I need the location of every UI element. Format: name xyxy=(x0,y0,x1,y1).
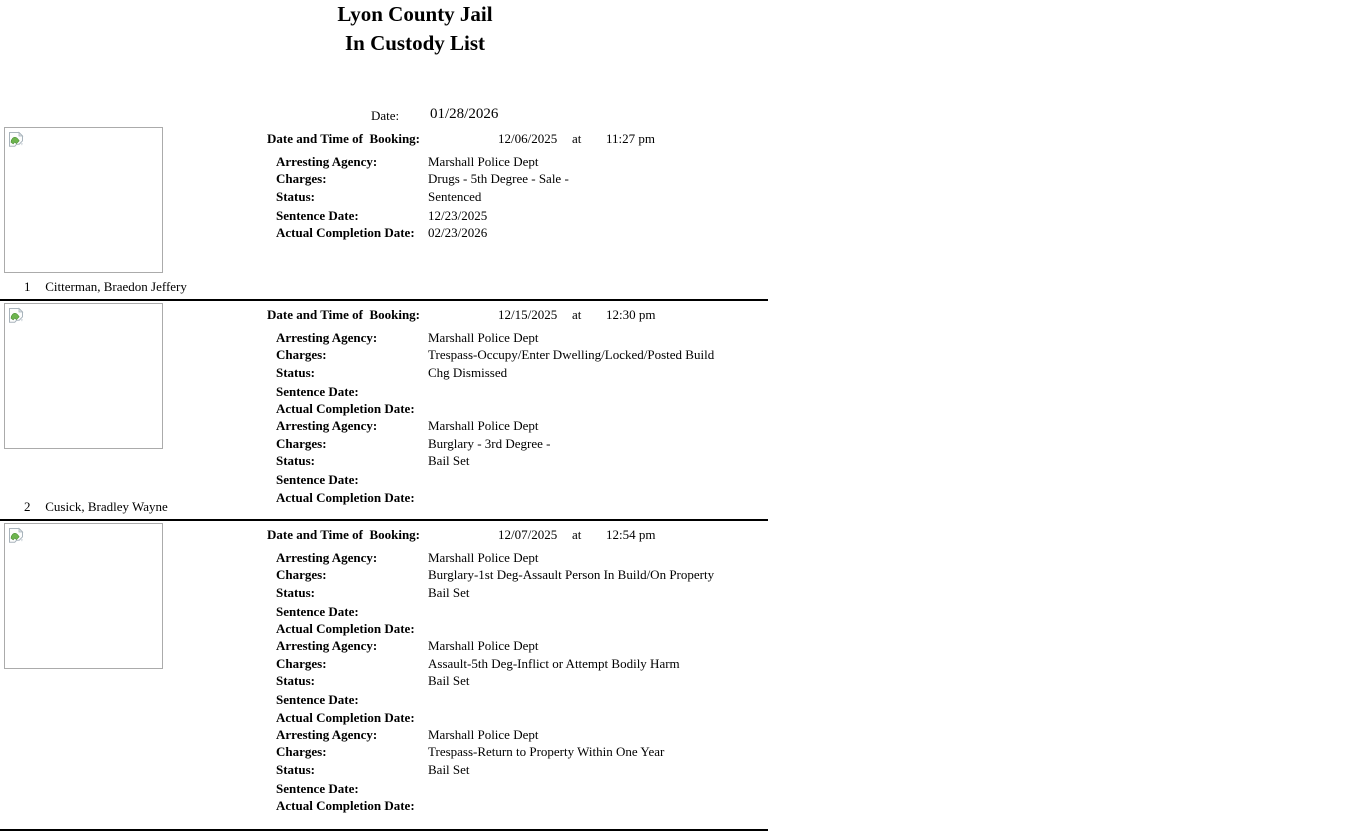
status-label: Status: xyxy=(276,584,316,600)
booking-date-value: 12/06/2025 xyxy=(498,131,558,146)
arresting-agency-value: Marshall Police Dept xyxy=(428,549,539,565)
records-list xyxy=(0,125,768,831)
arresting-agency-value: Marshall Police Dept xyxy=(428,153,539,169)
inmate-name-row xyxy=(0,498,168,515)
sentence-date-row xyxy=(267,207,768,224)
sentence-date-row xyxy=(267,383,768,400)
charges-value: Drugs - 5th Degree - Sale - xyxy=(428,171,569,187)
charge-group xyxy=(267,726,768,814)
inmate-name-row xyxy=(0,808,42,825)
arresting-agency-row xyxy=(267,726,768,743)
booking-time-value: 12:30 pm xyxy=(606,307,656,322)
booking-row xyxy=(267,306,768,323)
sentence-date-row xyxy=(267,691,768,708)
inmate-photo-placeholder xyxy=(4,303,163,449)
broken-image-icon xyxy=(8,131,25,148)
charges-value: Trespass-Return to Property Within One Year xyxy=(428,744,665,760)
arresting-agency-value: Marshall Police Dept xyxy=(428,638,539,654)
arresting-agency-label: Arresting Agency: xyxy=(276,329,378,345)
charges-label: Charges: xyxy=(276,567,327,583)
actual-completion-date-row xyxy=(267,709,768,726)
sentence-date-label: Sentence Date: xyxy=(276,780,359,796)
sentence-date-value xyxy=(428,780,768,797)
actual-completion-date-label: Actual Completion Date: xyxy=(276,489,415,505)
charge-group xyxy=(267,153,768,241)
inmate-record xyxy=(0,301,768,521)
status-label: Status: xyxy=(276,188,316,204)
arresting-agency-label: Arresting Agency: xyxy=(276,153,378,169)
booking-row xyxy=(267,130,768,147)
charge-groups xyxy=(267,549,768,814)
charges-row xyxy=(267,435,768,452)
inmate-number: 2 xyxy=(24,499,31,514)
sentence-date-label: Sentence Date: xyxy=(276,692,359,708)
sentence-date-value xyxy=(428,471,768,488)
date-value: 01/28/2026 xyxy=(430,106,499,122)
actual-completion-date-value xyxy=(428,489,768,506)
booking-label: Date and Time of Booking: xyxy=(267,307,421,322)
booking-row xyxy=(267,526,768,543)
actual-completion-date-row xyxy=(267,620,768,637)
booking-details xyxy=(267,521,768,814)
booking-at-label: at xyxy=(572,527,582,542)
booking-label: Date and Time of Booking: xyxy=(267,131,421,146)
status-label: Status: xyxy=(276,453,316,469)
charges-label: Charges: xyxy=(276,347,327,363)
booking-time-value: 12:54 pm xyxy=(606,527,656,542)
booking-date-value: 12/15/2025 xyxy=(498,307,558,322)
inmate-name-row xyxy=(0,278,187,295)
sentence-date-row xyxy=(267,603,768,620)
inmate-record xyxy=(0,521,768,831)
charges-value: Trespass-Occupy/Enter Dwelling/Locked/Posted Build xyxy=(428,347,715,363)
charges-row xyxy=(267,170,768,187)
charges-row xyxy=(267,743,768,760)
inmate-number: 1 xyxy=(24,279,31,294)
actual-completion-date-row xyxy=(267,797,768,814)
arresting-agency-label: Arresting Agency: xyxy=(276,726,378,742)
actual-completion-date-value xyxy=(428,620,768,637)
arresting-agency-label: Arresting Agency: xyxy=(276,638,378,654)
actual-completion-date-row xyxy=(267,224,768,241)
charge-groups xyxy=(267,153,768,241)
arresting-agency-label: Arresting Agency: xyxy=(276,549,378,565)
sentence-date-value: 12/23/2025 xyxy=(428,207,488,223)
status-row xyxy=(267,452,768,469)
status-label: Status: xyxy=(276,364,316,380)
title-line-2: In Custody List xyxy=(344,31,486,55)
arresting-agency-value: Marshall Police Dept xyxy=(428,726,539,742)
charge-group xyxy=(267,417,768,505)
inmate-photo-placeholder xyxy=(4,127,163,273)
charges-row xyxy=(267,655,768,672)
charge-group xyxy=(267,637,768,725)
charge-group xyxy=(267,549,768,637)
charges-label: Charges: xyxy=(276,744,327,760)
actual-completion-date-value xyxy=(428,400,768,417)
sentence-date-row xyxy=(267,780,768,797)
sentence-date-value xyxy=(428,383,768,400)
arresting-agency-row xyxy=(267,329,768,346)
booking-time-value: 11:27 pm xyxy=(606,131,655,146)
report-date-row xyxy=(0,107,768,124)
date-label: Date: xyxy=(371,108,400,123)
actual-completion-date-row xyxy=(267,400,768,417)
status-label: Status: xyxy=(276,761,316,777)
actual-completion-date-row xyxy=(267,489,768,506)
status-value: Sentenced xyxy=(428,188,482,204)
status-row xyxy=(267,672,768,689)
arresting-agency-value: Marshall Police Dept xyxy=(428,418,539,434)
charge-group xyxy=(267,329,768,417)
status-value: Bail Set xyxy=(428,673,470,689)
status-row xyxy=(267,188,768,205)
actual-completion-date-value xyxy=(428,709,768,726)
arresting-agency-row xyxy=(267,153,768,170)
status-value: Chg Dismissed xyxy=(428,364,508,380)
inmate-photo-placeholder xyxy=(4,523,163,669)
arresting-agency-row xyxy=(267,549,768,566)
sentence-date-label: Sentence Date: xyxy=(276,472,359,488)
status-row xyxy=(267,584,768,601)
charges-value: Burglary-1st Deg-Assault Person In Build/On Property xyxy=(428,567,715,583)
status-value: Bail Set xyxy=(428,584,470,600)
status-row xyxy=(267,761,768,778)
arresting-agency-row xyxy=(267,637,768,654)
charges-label: Charges: xyxy=(276,171,327,187)
arresting-agency-label: Arresting Agency: xyxy=(276,418,378,434)
status-value: Bail Set xyxy=(428,761,470,777)
actual-completion-date-value xyxy=(428,797,768,814)
sentence-date-value xyxy=(428,691,768,708)
actual-completion-date-label: Actual Completion Date: xyxy=(276,798,415,814)
booking-at-label: at xyxy=(572,307,582,322)
sentence-date-label: Sentence Date: xyxy=(276,207,359,223)
actual-completion-date-label: Actual Completion Date: xyxy=(276,621,415,637)
page-title xyxy=(337,0,492,58)
charges-label: Charges: xyxy=(276,655,327,671)
charges-value: Burglary - 3rd Degree - xyxy=(428,435,551,451)
sentence-date-label: Sentence Date: xyxy=(276,603,359,619)
actual-completion-date-label: Actual Completion Date: xyxy=(276,709,415,725)
arresting-agency-row xyxy=(267,417,768,434)
booking-at-label: at xyxy=(572,131,582,146)
title-line-1: Lyon County Jail xyxy=(337,2,493,26)
charges-row xyxy=(267,346,768,363)
actual-completion-date-label: Actual Completion Date: xyxy=(276,225,415,241)
arresting-agency-value: Marshall Police Dept xyxy=(428,329,539,345)
actual-completion-date-label: Actual Completion Date: xyxy=(276,401,415,417)
status-row xyxy=(267,364,768,381)
broken-image-icon xyxy=(8,527,25,544)
status-value: Bail Set xyxy=(428,453,470,469)
booking-details xyxy=(267,125,768,241)
booking-label: Date and Time of Booking: xyxy=(267,527,421,542)
actual-completion-date-value: 02/23/2026 xyxy=(428,225,488,241)
charges-value: Assault-5th Deg-Inflict or Attempt Bodily Harm xyxy=(428,655,680,671)
sentence-date-value xyxy=(428,603,768,620)
charges-label: Charges: xyxy=(276,435,327,451)
status-label: Status: xyxy=(276,673,316,689)
sentence-date-label: Sentence Date: xyxy=(276,383,359,399)
inmate-name: Cusick, Bradley Wayne xyxy=(45,499,168,514)
charge-groups xyxy=(267,329,768,506)
booking-date-value: 12/07/2025 xyxy=(498,527,558,542)
booking-details xyxy=(267,301,768,506)
inmate-record xyxy=(0,125,768,301)
sentence-date-row xyxy=(267,471,768,488)
inmate-name: Citterman, Braedon Jeffery xyxy=(45,279,187,294)
charges-row xyxy=(267,566,768,583)
broken-image-icon xyxy=(8,307,25,324)
